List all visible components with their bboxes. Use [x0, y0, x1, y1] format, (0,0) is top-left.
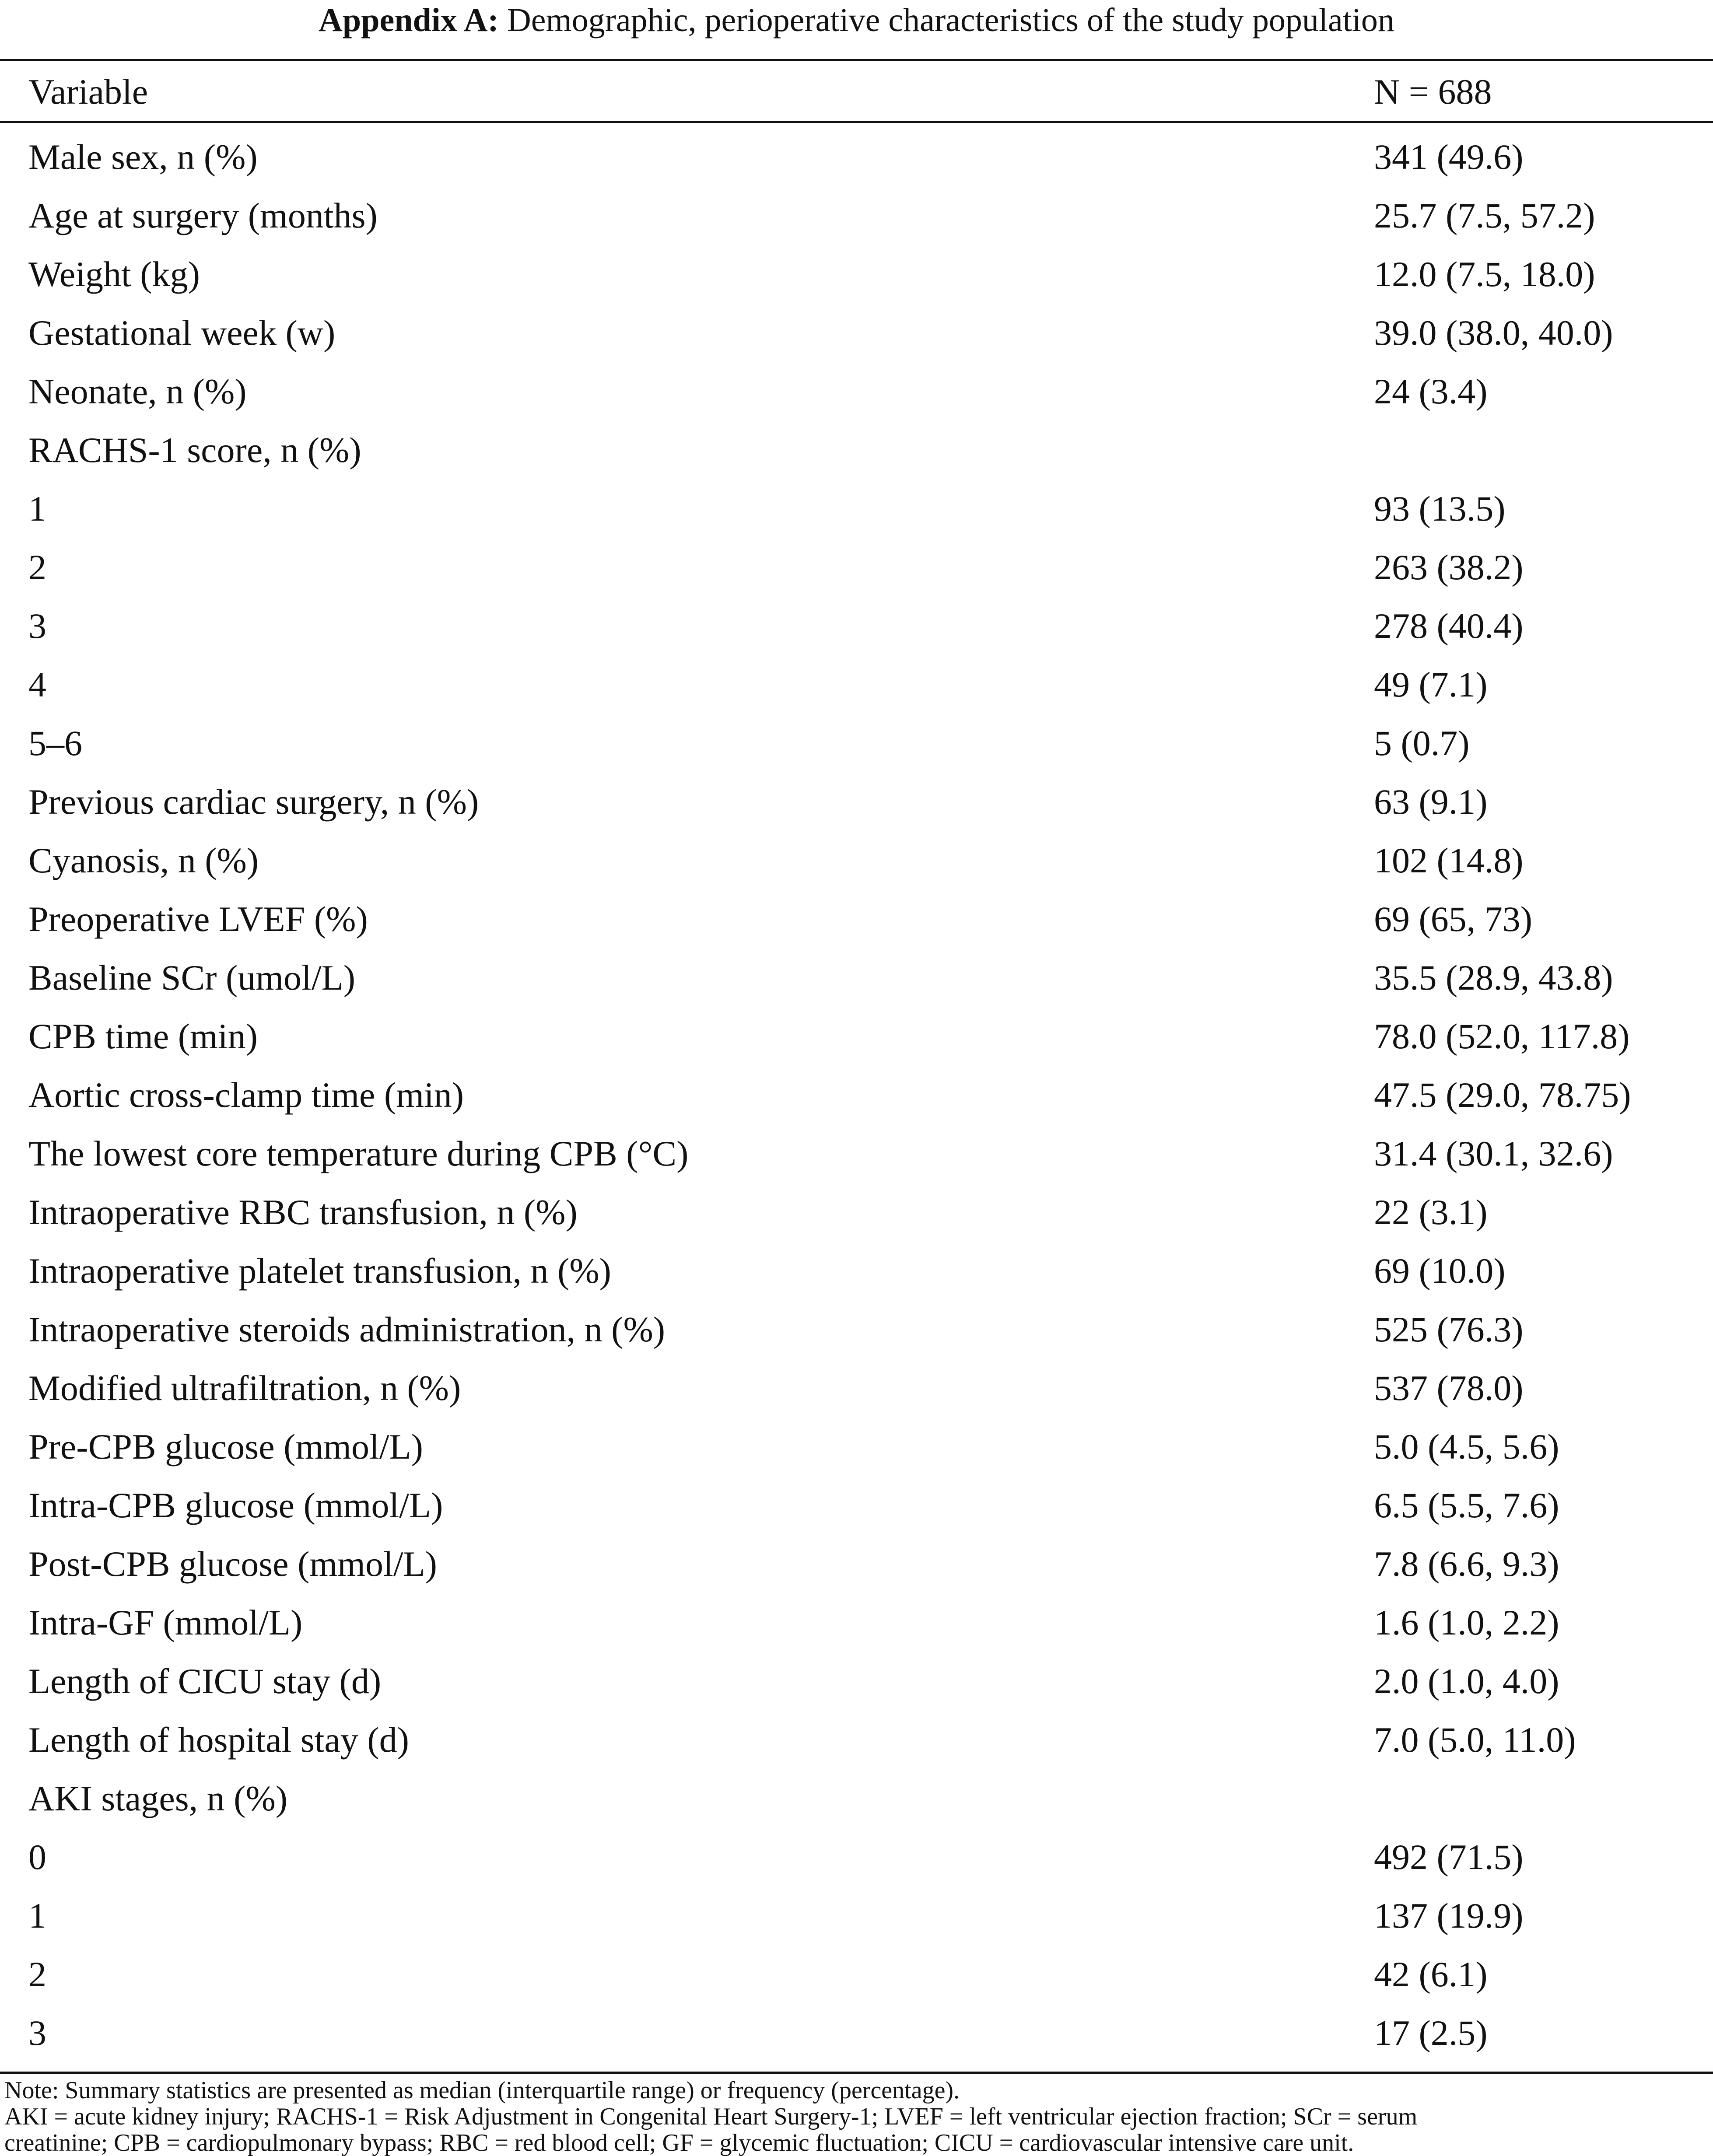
table-row: [0, 1418, 1713, 1476]
row-value: 492 (71.5): [1374, 1837, 1524, 1877]
table-row: [0, 597, 1713, 655]
row-value: 6.5 (5.5, 7.6): [1374, 1485, 1559, 1525]
row-value: 7.8 (6.6, 9.3): [1374, 1544, 1559, 1584]
table-row: [0, 1007, 1713, 1066]
note-line: Note: Summary statistics are presented as median (interquartile range) or frequency (percentage).: [4, 2077, 960, 2104]
table-row: [0, 1769, 1713, 1828]
row-variable: 3: [28, 2013, 46, 2053]
row-value: 25.7 (7.5, 57.2): [1374, 196, 1595, 235]
top-rule: [0, 59, 1713, 61]
row-value: 63 (9.1): [1374, 782, 1488, 822]
note-line: AKI = acute kidney injury; RACHS-1 = Risk Adjustment in Congenital Heart Surgery-1; LVEF = left ventricular ejection fraction; SCr = serum: [4, 2104, 1418, 2130]
row-variable: RACHS-1 score, n (%): [28, 430, 361, 470]
table-header: [0, 66, 1713, 118]
table-row: [0, 538, 1713, 597]
row-value: 49 (7.1): [1374, 665, 1488, 704]
row-value: 78.0 (52.0, 117.8): [1374, 1016, 1630, 1056]
row-value: 22 (3.1): [1374, 1192, 1488, 1232]
table-caption: [0, 0, 1713, 49]
table-row: [0, 1886, 1713, 1945]
row-variable: 2: [28, 1954, 46, 1994]
table-row: [0, 1300, 1713, 1359]
table-row: [0, 186, 1713, 245]
row-variable: Intraoperative platelet transfusion, n (%): [28, 1251, 611, 1291]
header-n: N = 688: [1374, 72, 1492, 112]
row-variable: Post-CPB glucose (mmol/L): [28, 1544, 437, 1584]
row-value: 2.0 (1.0, 4.0): [1374, 1661, 1559, 1701]
row-variable: Pre-CPB glucose (mmol/L): [28, 1427, 423, 1466]
row-variable: CPB time (min): [28, 1016, 258, 1056]
table-row: [0, 480, 1713, 538]
row-value: 69 (65, 73): [1374, 899, 1533, 939]
row-value: 102 (14.8): [1374, 840, 1524, 880]
row-variable: Modified ultrafiltration, n (%): [28, 1368, 461, 1408]
row-value: 31.4 (30.1, 32.6): [1374, 1134, 1613, 1173]
row-variable: The lowest core temperature during CPB (°C): [28, 1134, 689, 1173]
row-value: 12.0 (7.5, 18.0): [1374, 254, 1595, 294]
row-variable: Intra-CPB glucose (mmol/L): [28, 1485, 443, 1525]
table-row: [0, 890, 1713, 948]
table-row: [0, 1183, 1713, 1242]
table-row: [0, 1242, 1713, 1300]
table-row: [0, 1828, 1713, 1886]
row-value: 47.5 (29.0, 78.75): [1374, 1075, 1631, 1115]
note-line: creatinine; CPB = cardiopulmonary bypass; RBC = red blood cell; GF = glycemic fluctuation; CICU = cardiovascular intensive care unit.: [4, 2130, 1354, 2156]
table-row: [0, 1652, 1713, 1711]
row-value: 17 (2.5): [1374, 2013, 1488, 2053]
table-row: [0, 773, 1713, 831]
row-value: 278 (40.4): [1374, 606, 1524, 646]
header-variable: Variable: [28, 72, 148, 112]
row-value: 93 (13.5): [1374, 489, 1506, 528]
row-variable: Age at surgery (months): [28, 196, 378, 235]
bottom-rule: [0, 2072, 1713, 2074]
row-variable: 1: [28, 1896, 46, 1936]
header-rule: [0, 121, 1713, 123]
table-row: [0, 304, 1713, 362]
table-row: [0, 245, 1713, 304]
table-row: [0, 948, 1713, 1007]
caption-text: Demographic, perioperative characteristics of the study population: [507, 2, 1394, 38]
table-row: [0, 128, 1713, 186]
table-row: [0, 1066, 1713, 1124]
row-variable: Intraoperative RBC transfusion, n (%): [28, 1192, 578, 1232]
table-row: [0, 1945, 1713, 2004]
row-variable: Gestational week (w): [28, 313, 336, 353]
table-row: [0, 831, 1713, 890]
row-variable: Intra-GF (mmol/L): [28, 1603, 303, 1642]
row-value: 525 (76.3): [1374, 1309, 1524, 1349]
row-value: 341 (49.6): [1374, 137, 1524, 177]
row-variable: Cyanosis, n (%): [28, 840, 259, 880]
row-variable: 2: [28, 547, 46, 587]
row-variable: 1: [28, 489, 46, 528]
row-variable: Previous cardiac surgery, n (%): [28, 782, 479, 822]
row-value: 69 (10.0): [1374, 1251, 1506, 1291]
table-row: [0, 2004, 1713, 2062]
table-row: [0, 1593, 1713, 1652]
table-notes: [4, 2077, 1709, 2156]
row-value: 137 (19.9): [1374, 1896, 1524, 1936]
row-variable: Length of hospital stay (d): [28, 1720, 409, 1760]
row-variable: 4: [28, 665, 46, 704]
row-value: 42 (6.1): [1374, 1954, 1488, 1994]
row-variable: 3: [28, 606, 46, 646]
table-row: [0, 1124, 1713, 1183]
row-variable: Male sex, n (%): [28, 137, 258, 177]
row-variable: Length of CICU stay (d): [28, 1661, 382, 1701]
table-row: [0, 1359, 1713, 1418]
row-value: 5 (0.7): [1374, 723, 1470, 763]
row-variable: AKI stages, n (%): [28, 1778, 288, 1818]
table-row: [0, 421, 1713, 480]
row-variable: Neonate, n (%): [28, 371, 247, 411]
row-value: 39.0 (38.0, 40.0): [1374, 313, 1613, 353]
row-variable: Aortic cross-clamp time (min): [28, 1075, 464, 1115]
caption-label: Appendix A:: [319, 2, 499, 38]
row-value: 24 (3.4): [1374, 371, 1488, 411]
row-variable: 0: [28, 1837, 46, 1877]
row-value: 5.0 (4.5, 5.6): [1374, 1427, 1559, 1466]
row-value: 35.5 (28.9, 43.8): [1374, 958, 1613, 998]
table-row: [0, 655, 1713, 714]
row-variable: Intraoperative steroids administration, n (%): [28, 1309, 666, 1349]
table-body: [0, 128, 1713, 2062]
row-value: 537 (78.0): [1374, 1368, 1524, 1408]
row-variable: Baseline SCr (umol/L): [28, 958, 356, 998]
table-row: [0, 714, 1713, 773]
row-value: 7.0 (5.0, 11.0): [1374, 1720, 1576, 1760]
row-value: 1.6 (1.0, 2.2): [1374, 1603, 1559, 1642]
row-variable: 5–6: [28, 723, 82, 763]
table-row: [0, 362, 1713, 421]
row-variable: Preoperative LVEF (%): [28, 899, 368, 939]
row-value: 263 (38.2): [1374, 547, 1524, 587]
table-row: [0, 1535, 1713, 1593]
row-variable: Weight (kg): [28, 254, 200, 294]
table-row: [0, 1476, 1713, 1535]
table-row: [0, 1711, 1713, 1769]
